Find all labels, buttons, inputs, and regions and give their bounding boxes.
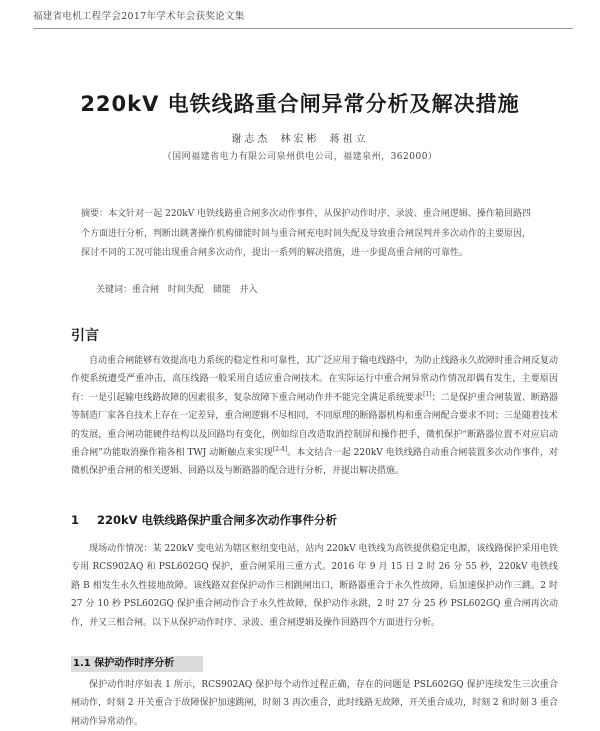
section-1-title: 220kV 电铁线路保护重合闸多次动作事件分析 [97, 513, 338, 527]
affiliation: （国网福建省电力有限公司泉州供电公司，福建泉州，362000） [162, 152, 438, 162]
section-1-heading [71, 512, 337, 528]
section-1-number: 1 [71, 513, 80, 527]
subsection-1-1-heading: 1.1 保护动作时序分析 [71, 656, 203, 672]
header-rule [33, 28, 573, 29]
citation-1: [1] [423, 390, 432, 398]
intro-text-1: 自动重合闸能够有效提高电力系统的稳定性和可靠性，其广泛应用于输电线路中，为防止线路永久故障时重合闸反复动作使系统遭受严重冲击，高压线路一般采用自适应重合闸技术。在实际运行中重合闸异常动作情况却偶有发生，主要原因有：一是引起输电线路故障的因素很多，复杂故障下重合闸动作并不能完全满足系统要求 [71, 356, 558, 403]
subsection-1-1-paragraph: 保护动作时序如表 1 所示，RCS902AQ 保护每个动作过程正确，存在的问题是 PSL602GQ 保护连续发生三次重合闸动作，时刻 2 开关重合于故障保护加速跳闸，时刻 3 再次重合，此时线路无故障，开关重合成功，时刻 2 和时刻 3 重合闸动作异常动作。 [71, 680, 558, 727]
section-1-paragraph: 现场动作情况：某 220kV 变电站为辖区枢纽变电站，站内 220kV 电铁线为高铁提供稳定电源，该线路保护采用电铁专用 RCS902AQ 和 PSL602GQ 保护，重合闸采用三重方式。2016 年 9 月 15 日 2 时 26 分 55 秒，220kV 电铁线路 B 相发生永久性接地故障。该线路双套保护动作三相跳闸出口，断路器重合于永久性故障，后加速保护动作三跳。2 时 27 分 10 秒 PSL602GQ 保护重合闸动作合于永久性故障，保护动作永跳，2 时 27 分 25 秒 PSL602GQ 重合闸再次动作，并又三相合闸。以下从保护动作时序、录波、重合闸逻辑及操作回路四个方面进行分析。 [71, 544, 558, 628]
intro-text-3: 。本文结合一起 220kV 电铁线路自动重合闸装置多次动作事件，对微机保护重合闸的相关逻辑、回路以及与断路器的配合进行分析，并提出解决措施。 [71, 448, 559, 477]
intro-paragraph [71, 352, 558, 481]
keywords: 关键词：重合闸 时间失配 储能 并入 [96, 285, 258, 295]
paper-title: 220kV 电铁线路重合闸异常分析及解决措施 [80, 92, 520, 116]
citation-2-4: [2-4] [272, 446, 288, 454]
authors: 谢志杰 林宏彬 蒋祖立 [231, 134, 369, 145]
intro-heading: 引言 [71, 328, 99, 344]
running-header: 福建省电机工程学会2017年学术年会获奖论文集 [33, 11, 245, 22]
abstract: 摘要：本文针对一起 220kV 电铁线路重合闸多次动作事件，从保护动作时序、录波、重合闸逻辑、操作箱回路四个方面进行分析，判断出跳著操作机构储能时间与重合闸充电时间失配及导致重合闸误判并多次动作的主要原因，探讨不同的工况可能出现重合闸多次动作，提出一系列的解决措施，进一步提高重合闸的可靠性。 [81, 209, 532, 258]
intro-text-2: ；二是保护重合闸装置、断路器等制造厂家各自技术上存在一定差异，重合闸逻辑不尽相同，不同原理的断路器机构和重合闸配合要求不同；三是随着技术的发展，重合闸功能硬件结构以及回路均有变化，例如综自改造取消控制屏和操作把手，微机保护“断路器位置不对应启动重合闸”功能取消操作箱各相 TWJ 动断触点来实现 [71, 392, 558, 459]
